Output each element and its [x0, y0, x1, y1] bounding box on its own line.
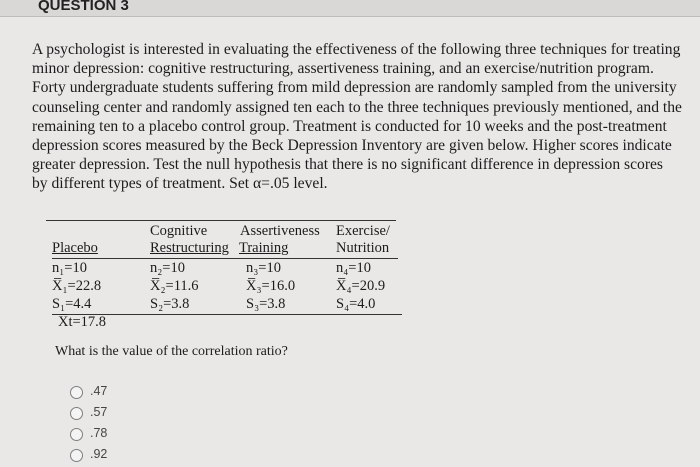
option-4[interactable]	[70, 447, 190, 463]
header-placebo: Placebo	[52, 240, 98, 256]
option-1[interactable]	[70, 384, 190, 400]
header-exercise: Exercise/	[336, 223, 390, 239]
header-training: Training	[239, 240, 289, 256]
n-exercise: n₄=10	[336, 260, 371, 276]
header-nutrition: Nutrition	[336, 240, 390, 256]
header-rule	[52, 258, 398, 259]
question-header	[0, 0, 700, 17]
summary-table	[52, 218, 412, 336]
n-cognitive: n₂=10	[150, 260, 185, 276]
grand-mean: X̅t=17.8	[58, 314, 107, 330]
radio-icon[interactable]	[70, 428, 83, 441]
mean-assertiveness: X̅₃=16.0	[246, 278, 296, 294]
n-placebo: n₁=10	[52, 260, 87, 276]
radio-icon[interactable]	[70, 407, 83, 420]
mean-placebo: X̅₁=22.8	[52, 278, 102, 294]
radio-icon[interactable]	[70, 449, 83, 462]
header-cognitive: Cognitive	[150, 223, 208, 239]
option-label: .47	[90, 384, 108, 398]
option-label: .57	[90, 405, 108, 419]
mean-exercise: X̅₄=20.9	[336, 278, 386, 294]
question-title: QUESTION 3	[38, 0, 129, 14]
option-3[interactable]	[70, 426, 190, 442]
option-label: .92	[90, 447, 108, 461]
header-assertiveness: Assertiveness	[240, 223, 320, 239]
sd-assertiveness: S₃=3.8	[246, 296, 286, 312]
question-text: What is the value of the correlation ratio?	[55, 344, 288, 359]
n-assertiveness: n₃=10	[246, 260, 281, 276]
table-top-rule	[46, 220, 396, 221]
header-restructuring: Restructuring	[150, 240, 229, 256]
sd-cognitive: S₂=3.8	[150, 296, 190, 312]
sd-placebo: S₁=4.4	[52, 296, 92, 312]
sd-exercise: S₄=4.0	[336, 296, 376, 312]
question-prompt: A psychologist is interested in evaluating the effectiveness of the following three techniques for treating minor depression: cognitive restructuring, assertiveness training, and an exercise/nutrition program. Forty undergraduate students suffering from mild depression are randomly sampled from the university counseling center and randomly assigned ten each to the three techniques previously mentioned, and the remaining ten to a placebo control group. Treatment is conducted for 10 weeks and the post-treatment depression scores measured by the Beck Depression Inventory are given below. Higher scores indicate greater depression. Test the null hypothesis that there is no significant difference in depression scores by different types of treatment. Set α=.05 level.	[32, 41, 682, 193]
radio-icon[interactable]	[70, 386, 83, 399]
option-2[interactable]	[70, 405, 190, 421]
mean-cognitive: X̅₂=11.6	[150, 278, 199, 294]
option-label: .78	[90, 426, 108, 440]
